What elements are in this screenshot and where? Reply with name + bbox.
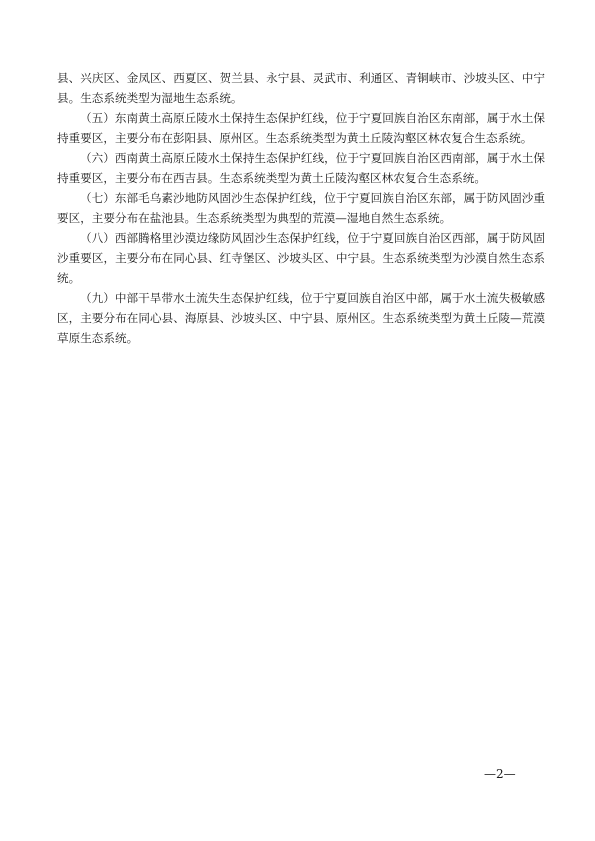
paragraph-item-5: （五）东南黄土高原丘陵水土保持生态保护红线，位于宁夏回族自治区东南部，属于水土保持重要区，主要分布在彭阳县、原州区。生态系统类型为黄土丘陵沟壑区林农复合生态系统。 (57, 111, 545, 145)
paragraph-item-7: （七）东部毛乌素沙地防风固沙生态保护红线，位于宁夏回族自治区东部，属于防风固沙重要区，主要分布在盐池县。生态系统类型为典型的荒漠—湿地自然生态系统。 (57, 191, 545, 225)
document-body (57, 68, 545, 348)
paragraph-item-8: （八）西部腾格里沙漠边缘防风固沙生态保护红线，位于宁夏回族自治区西部，属于防风固沙重要区，主要分布在同心县、红寺堡区、沙坡头区、中宁县。生态系统类型为沙漠自然生态系统。 (57, 231, 545, 285)
paragraph-continuation: 县、兴庆区、金凤区、西夏区、贺兰县、永宁县、灵武市、利通区、青铜峡市、沙坡头区、中宁县。生态系统类型为湿地生态系统。 (57, 71, 545, 105)
page-number: —2— (484, 767, 516, 781)
paragraph-item-9: （九）中部干旱带水土流失生态保护红线，位于宁夏回族自治区中部，属于水土流失极敏感区，主要分布在同心县、海原县、沙坡头区、中宁县、原州区。生态系统类型为黄土丘陵—荒漠草原生态系统。 (57, 291, 545, 345)
paragraph-item-6: （六）西南黄土高原丘陵水土保持生态保护红线，位于宁夏回族自治区西南部，属于水土保持重要区，主要分布在西吉县。生态系统类型为黄土丘陵沟壑区林农复合生态系统。 (57, 151, 545, 185)
